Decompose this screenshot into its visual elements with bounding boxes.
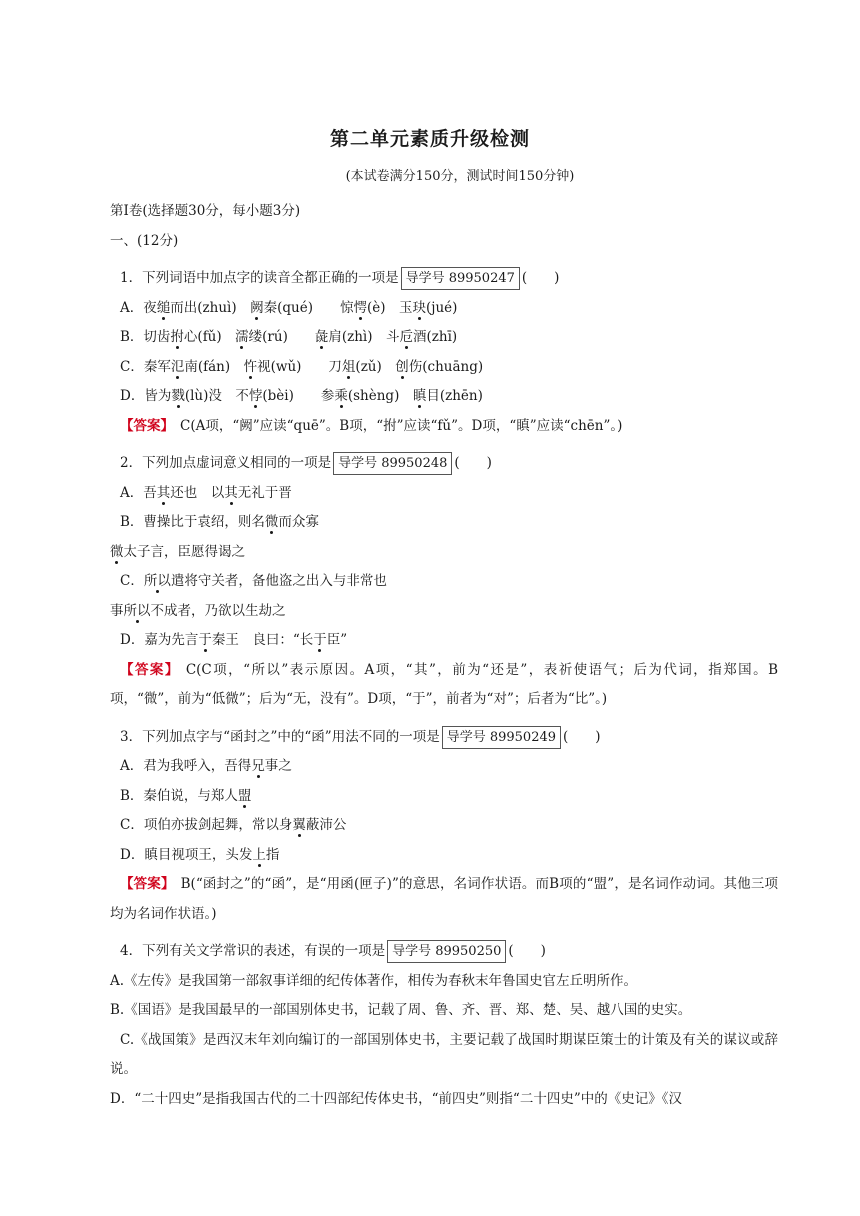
page-title: 第二单元素质升级检测 (329, 128, 530, 150)
question-2-option-c-line2: 事所以不成者，乃欲以生劫之 (110, 602, 286, 619)
question-4-option-c: C.《战国策》是西汉末年刘向编订的一部国别体史书，主要记载了战国时期谋臣策士的计策及有关的谋议或辞说。 (110, 1031, 778, 1077)
question-2-answer: 【答案】 C(C项，“所以”表示原因。A项，“其”，前为“还是”，表祈使语气；后为代词，指郑国。B项，“微”，前为“低微”；后为“无，没有”。D项，“于”，前者为“对”；后者为“比”。) (110, 661, 778, 707)
question-4-option-d: D．“二十四史”是指我国古代的二十四部纪传体史书，“前四史”则指“二十四史”中的《史记》《汉 (110, 1090, 682, 1107)
question-2-option-c-line1: C．所以遣将守关者，备他盗之出入与非常也 (120, 573, 387, 589)
question-4-option-a: A.《左传》是我国第一部叙事详细的纪传体著作，相传为春秋末年鲁国史官左丘明所作。 (110, 972, 638, 989)
question-1-answer: 【答案】 C(A项，“阙”应读“quē”。B项，“拊”应读“fǔ”。D项，“瞋”应读“chēn”。) (120, 417, 623, 434)
question-3-option-a: A．君为我呼入，吾得兄事之 (120, 758, 292, 774)
question-1-option-a: A．夜缒而出(zhuì) 阙秦(qué) 惊愕(è) 玉玦(jué) (120, 299, 458, 316)
question-1-option-b: B．切齿拊心(fǔ) 濡缕(rú) 彘肩(zhì) 斗卮酒(zhī) (120, 329, 458, 345)
question-3-option-d: D．瞋目视项王，头发上指 (120, 846, 280, 863)
guide-number-tag: 导学号 89950248 (333, 452, 452, 475)
question-3-answer: 【答案】 B(“函封之”的“函”，是“用函(匣子)”的意思，名词作状语。而B项的“盟”，是名词作动词。其他三项均为名词作状语。) (110, 876, 779, 922)
question-3-stem: 3．下列加点字与“函封之”中的“函”用法不同的一项是 导学号 89950249 ( ) (110, 723, 778, 753)
question-4-option-b: B.《国语》是我国最早的一部国别体史书，记载了周、鲁、齐、晋、郑、楚、吴、越八国的史实。 (110, 1002, 692, 1018)
answer-label: 【答案】 (120, 417, 174, 434)
question-2-stem: 2．下列加点虚词意义相同的一项是 导学号 89950248 ( ) (110, 449, 778, 479)
question-2-option-b-line1: B．曹操比于袁绍，则名微而众寡 (120, 514, 319, 530)
question-3-option-c: C．项伯亦拔剑起舞，常以身翼蔽沛公 (120, 817, 347, 833)
part-heading: 一、(12分) (110, 232, 179, 249)
question-3-option-b: B．秦伯说，与郑人盟 (120, 787, 252, 804)
question-1-option-d: D．皆为戮(lù)没 不悖(bèi) 参乘(shèng) 瞋目(zhēn) (120, 388, 483, 404)
question-2-option-a: A．吾其还也 以其无礼于晋 (120, 484, 292, 501)
section-heading: 第Ⅰ卷(选择题30分，每小题3分) (110, 203, 301, 219)
question-4-stem: 4．下列有关文学常识的表述，有误的一项是 导学号 89950250 ( ) (110, 937, 778, 967)
question-1-option-c: C．秦军氾南(fán) 忤视(wǔ) 刀俎(zǔ) 创伤(chuāng) (120, 358, 484, 375)
answer-label: 【答案】 (120, 661, 180, 678)
answer-label: 【答案】 (120, 876, 175, 892)
question-2-option-b-line2: 微太子言，臣愿得谒之 (110, 543, 245, 560)
guide-number-tag: 导学号 89950249 (442, 726, 561, 749)
page-subtitle: (本试卷满分150分，测试时间150分钟) (345, 169, 575, 184)
question-1-stem: 1．下列词语中加点字的读音全都正确的一项是 导学号 89950247 ( ) (110, 264, 778, 294)
guide-number-tag: 导学号 89950250 (387, 940, 506, 963)
exam-content (110, 197, 778, 1114)
guide-number-tag: 导学号 89950247 (401, 267, 520, 290)
question-2-option-d: D．嘉为先言于秦王 良曰：“长于臣” (120, 632, 348, 648)
